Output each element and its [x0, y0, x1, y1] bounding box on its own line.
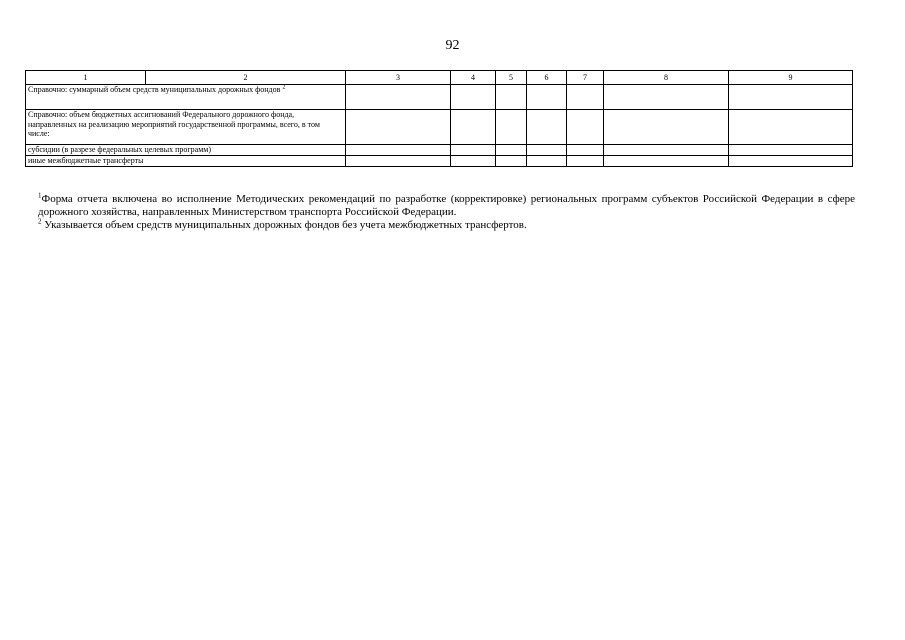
row-label: иные межбюджетные трансферты [28, 156, 144, 165]
column-header: 9 [729, 71, 853, 85]
page-number: 92 [445, 38, 460, 53]
table-cell [496, 110, 527, 145]
table-cell [527, 110, 567, 145]
table-cell [346, 145, 451, 156]
report-table [25, 70, 853, 167]
table-cell [604, 156, 729, 167]
table-cell [604, 85, 729, 110]
table-cell [451, 85, 496, 110]
row-label: субсидии (в разрезе федеральных целевых программ) [28, 145, 211, 154]
row-label: Справочно: суммарный объем средств муниципальных дорожных фондов [28, 85, 281, 94]
footnote-mark: 1 [38, 191, 42, 200]
column-header: 7 [567, 71, 604, 85]
table-cell [527, 145, 567, 156]
footnote-text: Форма отчета включена во исполнение Методических рекомендаций по разработке (корректировке) региональных программ субъектов Российской Федерации в сфере дорожного хозяйства, направленных Министерством транспорта Российской Федерации. [38, 193, 855, 218]
table-cell [604, 110, 729, 145]
row-label-cell [26, 85, 346, 110]
table-cell [567, 110, 604, 145]
table-cell [527, 156, 567, 167]
column-header: 1 [26, 71, 146, 85]
table-cell [729, 85, 853, 110]
column-header: 6 [527, 71, 567, 85]
row-label: Справочно: объем бюджетных ассигнований Федерального дорожного фонда, направленных на реализацию мероприятий государственной программы, всего, в том числе: [28, 110, 320, 138]
table-cell [729, 145, 853, 156]
column-header: 2 [146, 71, 346, 85]
row-label-cell [26, 145, 346, 156]
table-header-row [26, 71, 853, 85]
table-cell [346, 85, 451, 110]
footnote-text: Указывается объем средств муниципальных дорожных фондов без учета межбюджетных трансфертов. [41, 219, 527, 231]
table-cell [567, 85, 604, 110]
table-cell [729, 110, 853, 145]
table-cell [496, 145, 527, 156]
table-cell [451, 145, 496, 156]
table-cell [527, 85, 567, 110]
footnote-ref: 2 [282, 84, 286, 91]
table-cell [451, 156, 496, 167]
column-header: 5 [496, 71, 527, 85]
table-cell [729, 156, 853, 167]
table-cell [567, 145, 604, 156]
table-cell [451, 110, 496, 145]
table-row [26, 156, 853, 167]
footnote-mark: 2 [38, 217, 42, 226]
column-header: 4 [451, 71, 496, 85]
row-label-cell [26, 156, 346, 167]
footnote-2 [38, 219, 855, 232]
footnotes [38, 193, 855, 232]
table-cell [346, 110, 451, 145]
table-row [26, 85, 853, 110]
table-row [26, 110, 853, 145]
table-cell [496, 85, 527, 110]
table-cell [346, 156, 451, 167]
table-cell [567, 156, 604, 167]
table-row [26, 145, 853, 156]
column-header: 8 [604, 71, 729, 85]
table-cell [496, 156, 527, 167]
row-label-cell [26, 110, 346, 145]
column-header: 3 [346, 71, 451, 85]
footnote-1 [38, 193, 855, 219]
table-cell [604, 145, 729, 156]
